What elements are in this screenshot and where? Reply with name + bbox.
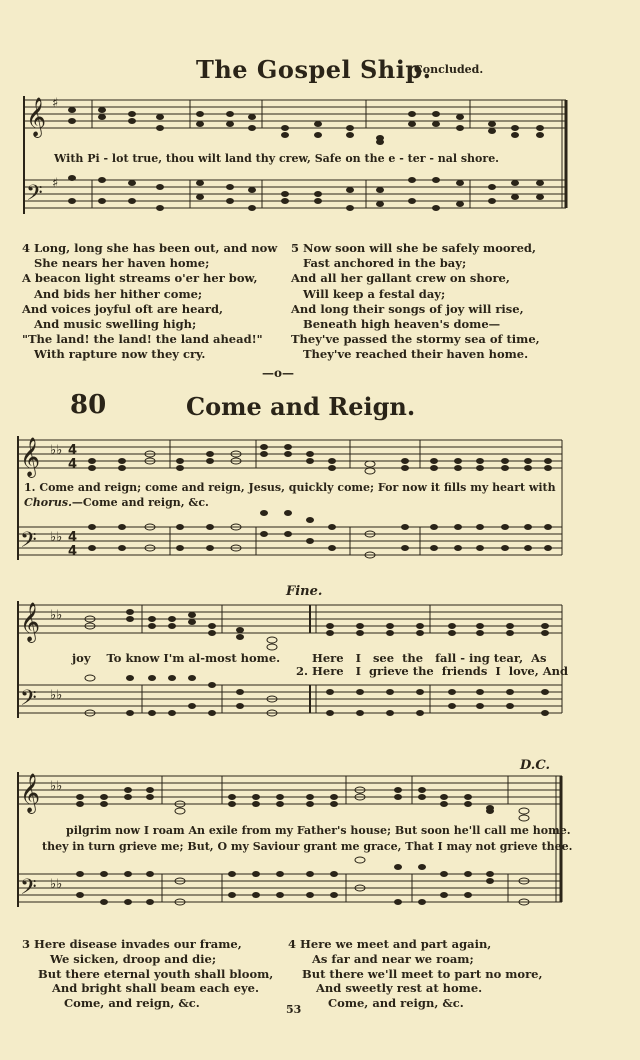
svg-text:♭♭: ♭♭ xyxy=(50,688,63,703)
page-number: 53 xyxy=(286,1003,302,1016)
staff-4-treble xyxy=(18,776,562,804)
lyric-line-3b: they in turn grieve me; But, O my Saviour grant me grace, That I may not grieve thee. xyxy=(42,840,573,853)
bass-clef-icon: 𝄢 xyxy=(26,181,43,211)
svg-text:4: 4 xyxy=(68,443,78,458)
staff-1-treble xyxy=(24,100,566,128)
treble-clef-icon: 𝄞 xyxy=(20,773,41,813)
treble-clef-icon: 𝄞 xyxy=(20,602,41,642)
svg-text:4: 4 xyxy=(68,457,78,472)
hymn-verse-4: 4 Here we meet and part again, As far and near we roam; But there we'll meet to part no more, And sweetly rest at home. Come, and reign, &c. xyxy=(288,937,543,1011)
hymn-title: Come and Reign. xyxy=(186,392,416,421)
svg-text:♭♭: ♭♭ xyxy=(50,877,63,892)
staff-4-bass xyxy=(18,874,562,902)
top-hymn-title: The Gospel Ship. xyxy=(196,55,432,84)
svg-text:4: 4 xyxy=(68,530,78,545)
hymn-number: 80 xyxy=(70,390,107,420)
top-hymn-verse-4: 4 Long, long she has been out, and now She nears her haven home; A beacon light streams o'er her bow, And bids her hither come; And voices joyful oft are heard, And music swelling high; "The land! the land! the land ahead!" With rapture now they cry. xyxy=(22,241,278,362)
bass-clef-icon: 𝄢 xyxy=(20,528,37,558)
top-hymn-lyric: With Pi - lot true, thou wilt land thy crew, Safe on the e - ter - nal shore. xyxy=(54,152,500,165)
lyric-line-1: 1. Come and reign; come and reign, Jesus, quickly come; For now it fills my heart with xyxy=(24,481,556,494)
top-hymn-verse-5: 5 Now soon will she be safely moored, Fast anchored in the bay; And all her gallant crew on shore, Will keep a festal day; And long their songs of joy will rise, Beneath high heaven's dome— They've passed the stormy sea of time, They've reached their haven home. xyxy=(291,241,540,362)
treble-clef-icon: 𝄞 xyxy=(20,437,41,477)
separator: —o— xyxy=(262,366,295,380)
svg-text:♭♭: ♭♭ xyxy=(50,779,63,794)
svg-text:♯: ♯ xyxy=(52,96,59,111)
bass-clef-icon: 𝄢 xyxy=(20,686,37,716)
lyric-line-2b: Here I see the fall - ing tear, As xyxy=(312,651,547,665)
fine-marking: Fine. xyxy=(286,584,323,599)
svg-text:♭♭: ♭♭ xyxy=(50,443,63,458)
svg-text:♭♭: ♭♭ xyxy=(50,608,63,623)
lyric-line-2c: 2. Here I grieve the friends I love, And xyxy=(296,664,569,678)
lyric-line-3a: pilgrim now I roam An exile from my Father's house; But soon he'll call me home. xyxy=(66,824,571,837)
dc-marking: D.C. xyxy=(520,758,550,773)
staff-1-bass xyxy=(24,180,566,208)
chorus-line: Chorus.—Come and reign, &c. xyxy=(24,496,209,509)
svg-text:♭♭: ♭♭ xyxy=(50,530,63,545)
treble-clef-icon: 𝄞 xyxy=(26,97,47,137)
hymn-verse-3: 3 Here disease invades our frame, We sicken, droop and die; But there eternal youth shall bloom, And bright shall beam each eye. Come, and reign, &c. xyxy=(22,937,274,1011)
concluded-note: Concluded. xyxy=(414,63,484,76)
svg-text:♯: ♯ xyxy=(52,176,59,191)
lyric-line-2a: joy To know I'm al-most home. xyxy=(72,651,281,665)
svg-text:4: 4 xyxy=(68,544,78,559)
bass-clef-icon: 𝄢 xyxy=(20,875,37,905)
